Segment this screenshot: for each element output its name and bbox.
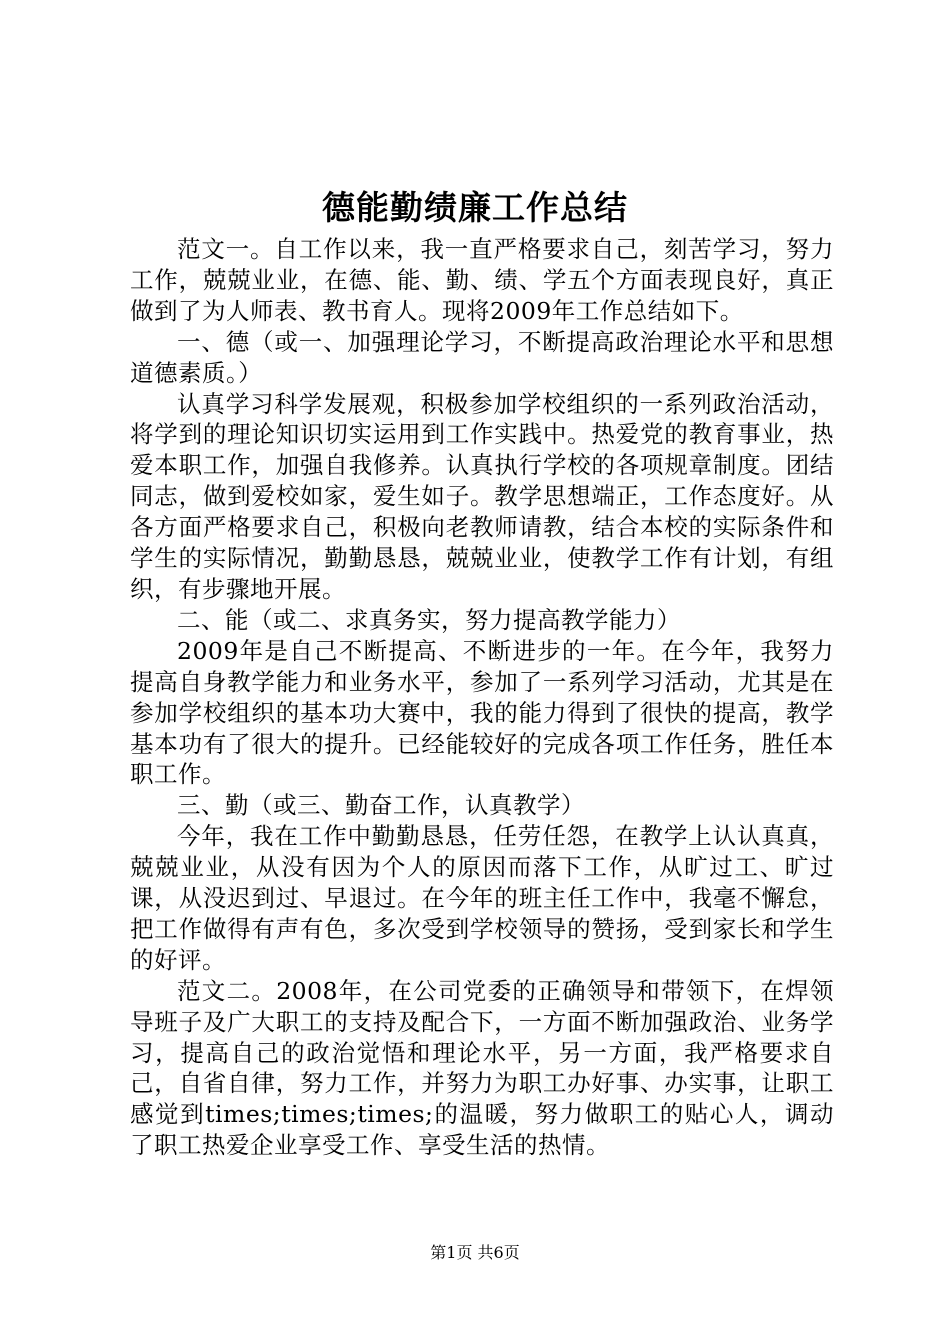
paragraph-sample-two: 范文二。2008年，在公司党委的正确领导和带领下，在焊领导班子及广大职工的支持及配合下，一方面不断加强政治、业务学习，提高自己的政治觉悟和理论水平，另一方面，我严格要求自己，自省自律，努力工作，并努力为职工办好事、办实事，让职工感觉到times;times;times;的温暖，努力做职工的贴心人，调动了职工热爱企业享受工作、享受生活的热情。 xyxy=(130,976,834,1160)
paragraph-qin: 今年，我在工作中勤勤恳恳，任劳任怨，在教学上认认真真，兢兢业业，从没有因为个人的原因而落下工作，从旷过工、旷过课，从没迟到过、早退过。在今年的班主任工作中，我毫不懈怠，把工作做得有声有色，多次受到学校领导的赞扬，受到家长和学生的好评。 xyxy=(130,822,834,974)
document-title: 德能勤绩廉工作总结 xyxy=(322,188,628,227)
paragraph-neng: 2009年是自己不断提高、不断进步的一年。在今年，我努力提高自身教学能力和业务水平，参加了一系列学习活动，尤其是在参加学校组织的基本功大赛中，我的能力得到了很快的提高，教学基本功有了很大的提升。已经能较好的完成各项工作任务，胜任本职工作。 xyxy=(130,636,834,789)
section-heading-de: 一、德（或一、加强理论学习，不断提高政治理论水平和思想道德素质。） xyxy=(130,327,834,387)
section-heading-qin: 三、勤（或三、勤奋工作，认真教学） xyxy=(177,791,585,820)
paragraph-de: 认真学习科学发展观，积极参加学校组织的一系列政治活动，将学到的理论知识切实运用到工作实践中。热爱党的教育事业，热爱本职工作，加强自我修养。认真执行学校的各项规章制度。团结同志，做到爱校如家，爱生如子。教学思想端正，工作态度好。从各方面严格要求自己，积极向老教师请教，结合本校的实际条件和学生的实际情况，勤勤恳恳，兢兢业业，使教学工作有计划，有组织，有步骤地开展。 xyxy=(130,389,834,603)
section-heading-neng: 二、能（或二、求真务实，努力提高教学能力） xyxy=(177,605,681,634)
page-footer: 第1页 共6页 xyxy=(430,1243,520,1262)
paragraph-intro: 范文一。自工作以来，我一直严格要求自己，刻苦学习，努力工作，兢兢业业，在德、能、勤、绩、学五个方面表现良好，真正做到了为人师表、教书育人。现将2009年工作总结如下。 xyxy=(130,235,834,325)
document-body xyxy=(130,234,834,1161)
